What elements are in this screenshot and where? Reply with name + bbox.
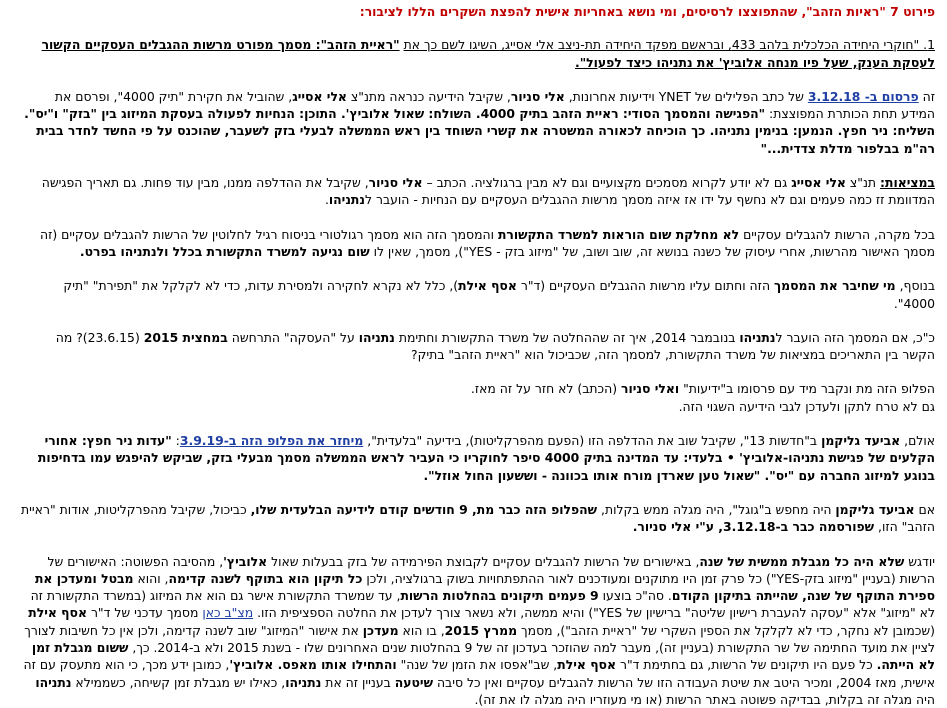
- p10-text: , בו הוא: [402, 622, 445, 638]
- p10-bold: 9 פעמים תיקונים בהחלטות הרשות: [400, 588, 599, 604]
- p8-glickman: אביעד גליקמן: [821, 433, 901, 449]
- p9-bold: שהפלופ הזה כבר מת, 9 חודשים קודם לידיעה הבלעדית שלו,: [250, 501, 598, 517]
- paragraph-4: [20, 226, 935, 261]
- p5-text: בנוסף,: [899, 278, 935, 294]
- p10-text: , מהסיבה הפשוטה: האישורים של הרשות (בעניין "מיזוג בזק-YES") כל פרק זמן היו מתוקנים ומעודכנים לאור ההתפתחויות בשוק ברגולציה, ולכן: [47, 553, 935, 586]
- p10-text: , והוא: [137, 570, 169, 586]
- p8-text: ב"חדשות 13", שקיבל שוב את ההדלפה הזו (הפעם מהפרקליטות), בידיעה "בלעדית",: [367, 433, 818, 449]
- p2-text: , שקיבל הידיעה כנראה מתנ"צ: [350, 88, 511, 104]
- p3-reality: במציאות:: [880, 175, 935, 191]
- p7-text: הפלופ הזה מת ונקבר מיד עם פרסומו ב"ידיעות": [683, 381, 935, 397]
- p10-bold: שיטעה: [394, 674, 433, 690]
- p7-text: גם לא טרח לתקן ולעדכן לגבי הידיעה השגוי הזה.: [678, 398, 935, 414]
- p10-netanyahu: נתניהו: [285, 674, 322, 690]
- p10-text: , עד שמשרד התקשורת אישר גם הוא את המיזוג (במשרד התקשורת זה לא "מיזוג" אלא "עסקה להעברת רישיון שליטה" ברישיון של YES") והיא ממשה, ולא נשאר צורך לעדכן את החלטה הספציפית הזו.: [30, 588, 935, 621]
- p9-text: אם: [918, 501, 935, 517]
- p2-text: , שהוביל את חקירת "תיק 4000", ופרסם את המידע תחת הכותרת המפוצצת:: [54, 88, 935, 122]
- p10-text: , כאילו יש מגבלת זמן קשיחה, כשממילא: [75, 674, 286, 690]
- p2-asayag: אלי אסייג: [292, 88, 347, 104]
- p10-text: , שב"אפסו את הזמן של שנה": [400, 657, 558, 673]
- p3-text: גם לא יודע לקרוא מסמכים מקצועיים וגם לא מבין ברגולציה. הכתב –: [426, 175, 788, 191]
- p10-bold: ממרץ 2015: [444, 622, 518, 638]
- paragraph-3: [20, 174, 935, 209]
- p10-bold: מעדכן: [362, 622, 399, 638]
- p10-alovich: אלוביץ': [223, 553, 268, 569]
- p6-bold: במחצית 2015: [143, 329, 228, 345]
- p1-quote: "ראיית הזהב": מסמך מפורט מרשות ההגבלים העסקיים הקשור לעסקת הענק, שעל פיו מנחה אלוביץ' את נתניהו כיצד לפעול".: [41, 37, 935, 70]
- p2-headline: "הפגישה והמסמך הסודי: ראיית הזהב בתיק 4000. השולח: שאול אלוביץ'. התוכן: הנחיות לפעולה בעסקת המיזוג בין "בזק" ו"יס". השליח: ניר חפץ. הנמען: בנימין נתניהו. כך הוכיחה לכאורה המשטרה את קשרי השוחד בין ראש הממשלה לבעלי בזק לשעבר, שהוכנס על פי החשד לחדר בבית רה"מ בבלפור מדלת צדדית...": [24, 106, 935, 156]
- p5-text: ), כלל לא נקרא לחקירה ולמסירת עדות, כדי לא לקלקל את "תפירת" "תיק 4000".: [63, 278, 935, 311]
- p10-text: בעניין זה את: [325, 674, 391, 690]
- p10-text: יודגש: [908, 553, 935, 569]
- p6-text: בנובמבר 2014, איך זה שההחלטה של משרד התקשורת וחתימת: [398, 329, 736, 345]
- p10-text: כל פעם היו תיקונים של הרשות, גם בחתימת ד"ר: [619, 657, 873, 673]
- p10-text: את אישור "המיזוג" שוב לשנה קדימה, ולכן אין כל חשיבות לצורך לציין את מועד החתימה של שר התקשורת (בעניין זה), מעבר למה שהוזכר בעדכון זה של 9 בהחלטות שנים האחרונים שלו - בשנת 2015 ולא ב-2014. כך,: [24, 622, 935, 656]
- p3-text: .: [324, 192, 329, 208]
- p7-text: (הכתב) לא חזר על זה מאז.: [470, 381, 618, 397]
- p7-senior: ואלי סניור: [621, 381, 680, 397]
- page-title: פירוט 7 "ראיות הזהב", שהתפוצצו לרסיסים, ומי נושא באחריות אישית להפצת השקרים הללו לציבור:: [359, 4, 935, 19]
- p3-senior: אלי סניור: [368, 175, 423, 191]
- p2-lead: זה: [922, 88, 935, 104]
- p6-netanyahu: נתניהו: [739, 329, 776, 345]
- p3-text: תנ"צ: [849, 175, 877, 191]
- attached-document-link[interactable]: מצ"ב כאן: [202, 605, 254, 621]
- p5-text: הזה וחתום עליו מרשות ההגבלים העסקיים (ד"ר: [520, 278, 771, 294]
- p8-text: :: [175, 433, 180, 449]
- p2-senior: אלי סניור: [510, 88, 565, 104]
- p6-text: כ"כ, אם המסמך הזה הועבר ל: [775, 329, 935, 345]
- paragraph-2: [20, 88, 935, 157]
- recycled-flop-link[interactable]: מיחזר את הפלופ הזה ב-3.9.19: [179, 433, 364, 449]
- p6-text: על "העסקה" התרחשה: [231, 329, 355, 345]
- p2-text: של כתב הפלילים של YNET וידיעות אחרונות,: [568, 88, 804, 104]
- p9-bold: שפורסמה כבר ב-3.12.18, ע"י אלי סניור.: [632, 519, 875, 535]
- p3-asayag: אלי אסייג: [791, 175, 846, 191]
- p10-text: , כמובן ידע מכך, כי הוא מתעסק עם זה אישית, מאז 2004, ומכיר היטב את שיטת העבודה הזו של הרשות להגבלים עסקיים ואין כל סיבה: [23, 657, 935, 690]
- p10-text: (שכמובן לא נחקר, כדי לא לקלקל את הספין השקרי של "ראיית הזהב"), מסמך: [521, 622, 935, 638]
- p10-bold: מבטל ומעדכן את ספירת התוקף של שנה, שהייתה בתיקון הקודם: [34, 570, 935, 604]
- p6-text: (23.6.15)? מה הקשר בין התאריכים במציאות של משרד התקשורת, למסמך הזה, שכביכול הוא "ראיית הזהב" בתיק?: [55, 329, 935, 363]
- p4-text: והמסמך הזה הוא מסמך רגולטורי בניסוח רגיל לחלוטין של הרשות להגבלים עסקיים (זה מסמך האישור מהרשות, אחרי עיסוק של כשנה בנושא זה, שוב ושוב, של "מיזוג בזק - YES"), מסמך, שאין לו: [39, 226, 935, 259]
- p6-netanyahu: נתניהו: [358, 329, 395, 345]
- p9-text: כביכול, שקיבל מהפרקליטות, אודות "ראיית הזהב" הזו,: [20, 501, 935, 535]
- paragraph-5: [20, 277, 935, 312]
- p5-bold: מי שחיבר את המסמך: [774, 278, 896, 294]
- paragraph-7: [20, 380, 935, 415]
- p10-text: . סה"כ בוצעו: [602, 588, 672, 604]
- p10-bold: והתחילו אותו מאפס. אלוביץ': [229, 657, 397, 673]
- p10-bold: ששום מגבלת זמן לא הייתה.: [31, 640, 935, 673]
- p8-text: אולם,: [904, 433, 935, 449]
- p10-text: , באישורים של הרשות להגבלים עסקיים לקבוצת הפירמידה של בזק בבעלות שאול: [271, 553, 700, 569]
- p4-bold: שום נגיעה למשרד התקשורת בכלל ולנתניהו בפרט.: [79, 243, 370, 259]
- p3-text: , שקיבל את ההדלפה ממנו, מבין עוד פחות. גם תאריך הפגישה המדוומת זז כמה פעמים וגם לא נחשף על ידו אז איזה מסמך מרשות ההגבלים העסקיים עם הנחיות - הועבר ל: [41, 175, 935, 208]
- paragraph-10: [20, 553, 935, 708]
- paragraph-9: [20, 501, 935, 536]
- p10-text: היה מגלה זה בקלות, בבדיקה פשוטה באתר הרשות (או מי מעוזריו היה מגלה לו את זה).: [474, 691, 935, 707]
- ynet-publication-link[interactable]: פרסום ב- 3.12.18: [807, 88, 919, 104]
- paragraph-8: [20, 432, 935, 484]
- p10-eilat: אסף אילת: [28, 605, 87, 621]
- p3-netanyahu: נתניהו: [328, 192, 366, 208]
- p5-eilat: אסף אילת: [458, 278, 517, 294]
- p9-text: היה מחפש ב"גוגל", היה מגלה ממש בקלות,: [601, 501, 832, 517]
- p10-bold: כל תיקון הוא בתוקף לשנה קדימה: [168, 570, 363, 586]
- p10-bold: שלא היה כל מגבלת ממשית של שנה: [699, 553, 905, 569]
- p10-netanyahu: נתניהו: [35, 674, 72, 690]
- p10-text: מסמך עדכני של ד"ר: [90, 605, 199, 621]
- paragraph-1: [20, 36, 935, 71]
- p9-glickman: אביעד גליקמן: [835, 501, 915, 517]
- p1-intro: 1. "חוקרי היחידה הכלכלית בלהב 433, ובראשם מפקד היחידה תת-ניצב אלי אסייג, השיגו לשם כך את: [403, 37, 935, 53]
- p4-bold: לא מחלקת שום הוראות למשרד התקשורת: [497, 226, 740, 242]
- paragraph-6: [20, 329, 935, 364]
- p10-eilat: אסף אילת: [557, 657, 616, 673]
- p4-text: בכל מקרה, הרשות להגבלים עסקיים: [743, 226, 935, 242]
- p8-headline: "עדות ניר חפץ: אחורי הקלעים של פגישת נתניהו-אלוביץ' • בלעדי: עד המדינה בתיק 4000 סיפר לחוקריו כי העביר לראש הממשלה מסמך מבעלי בזק, שביקש להיפגש עמו בדחיפות בנוגע למיזוג החברה עם "יס". "שאול טען שארדן מורח אותו בכוונה - וששעון החול אוזל".: [37, 433, 935, 483]
